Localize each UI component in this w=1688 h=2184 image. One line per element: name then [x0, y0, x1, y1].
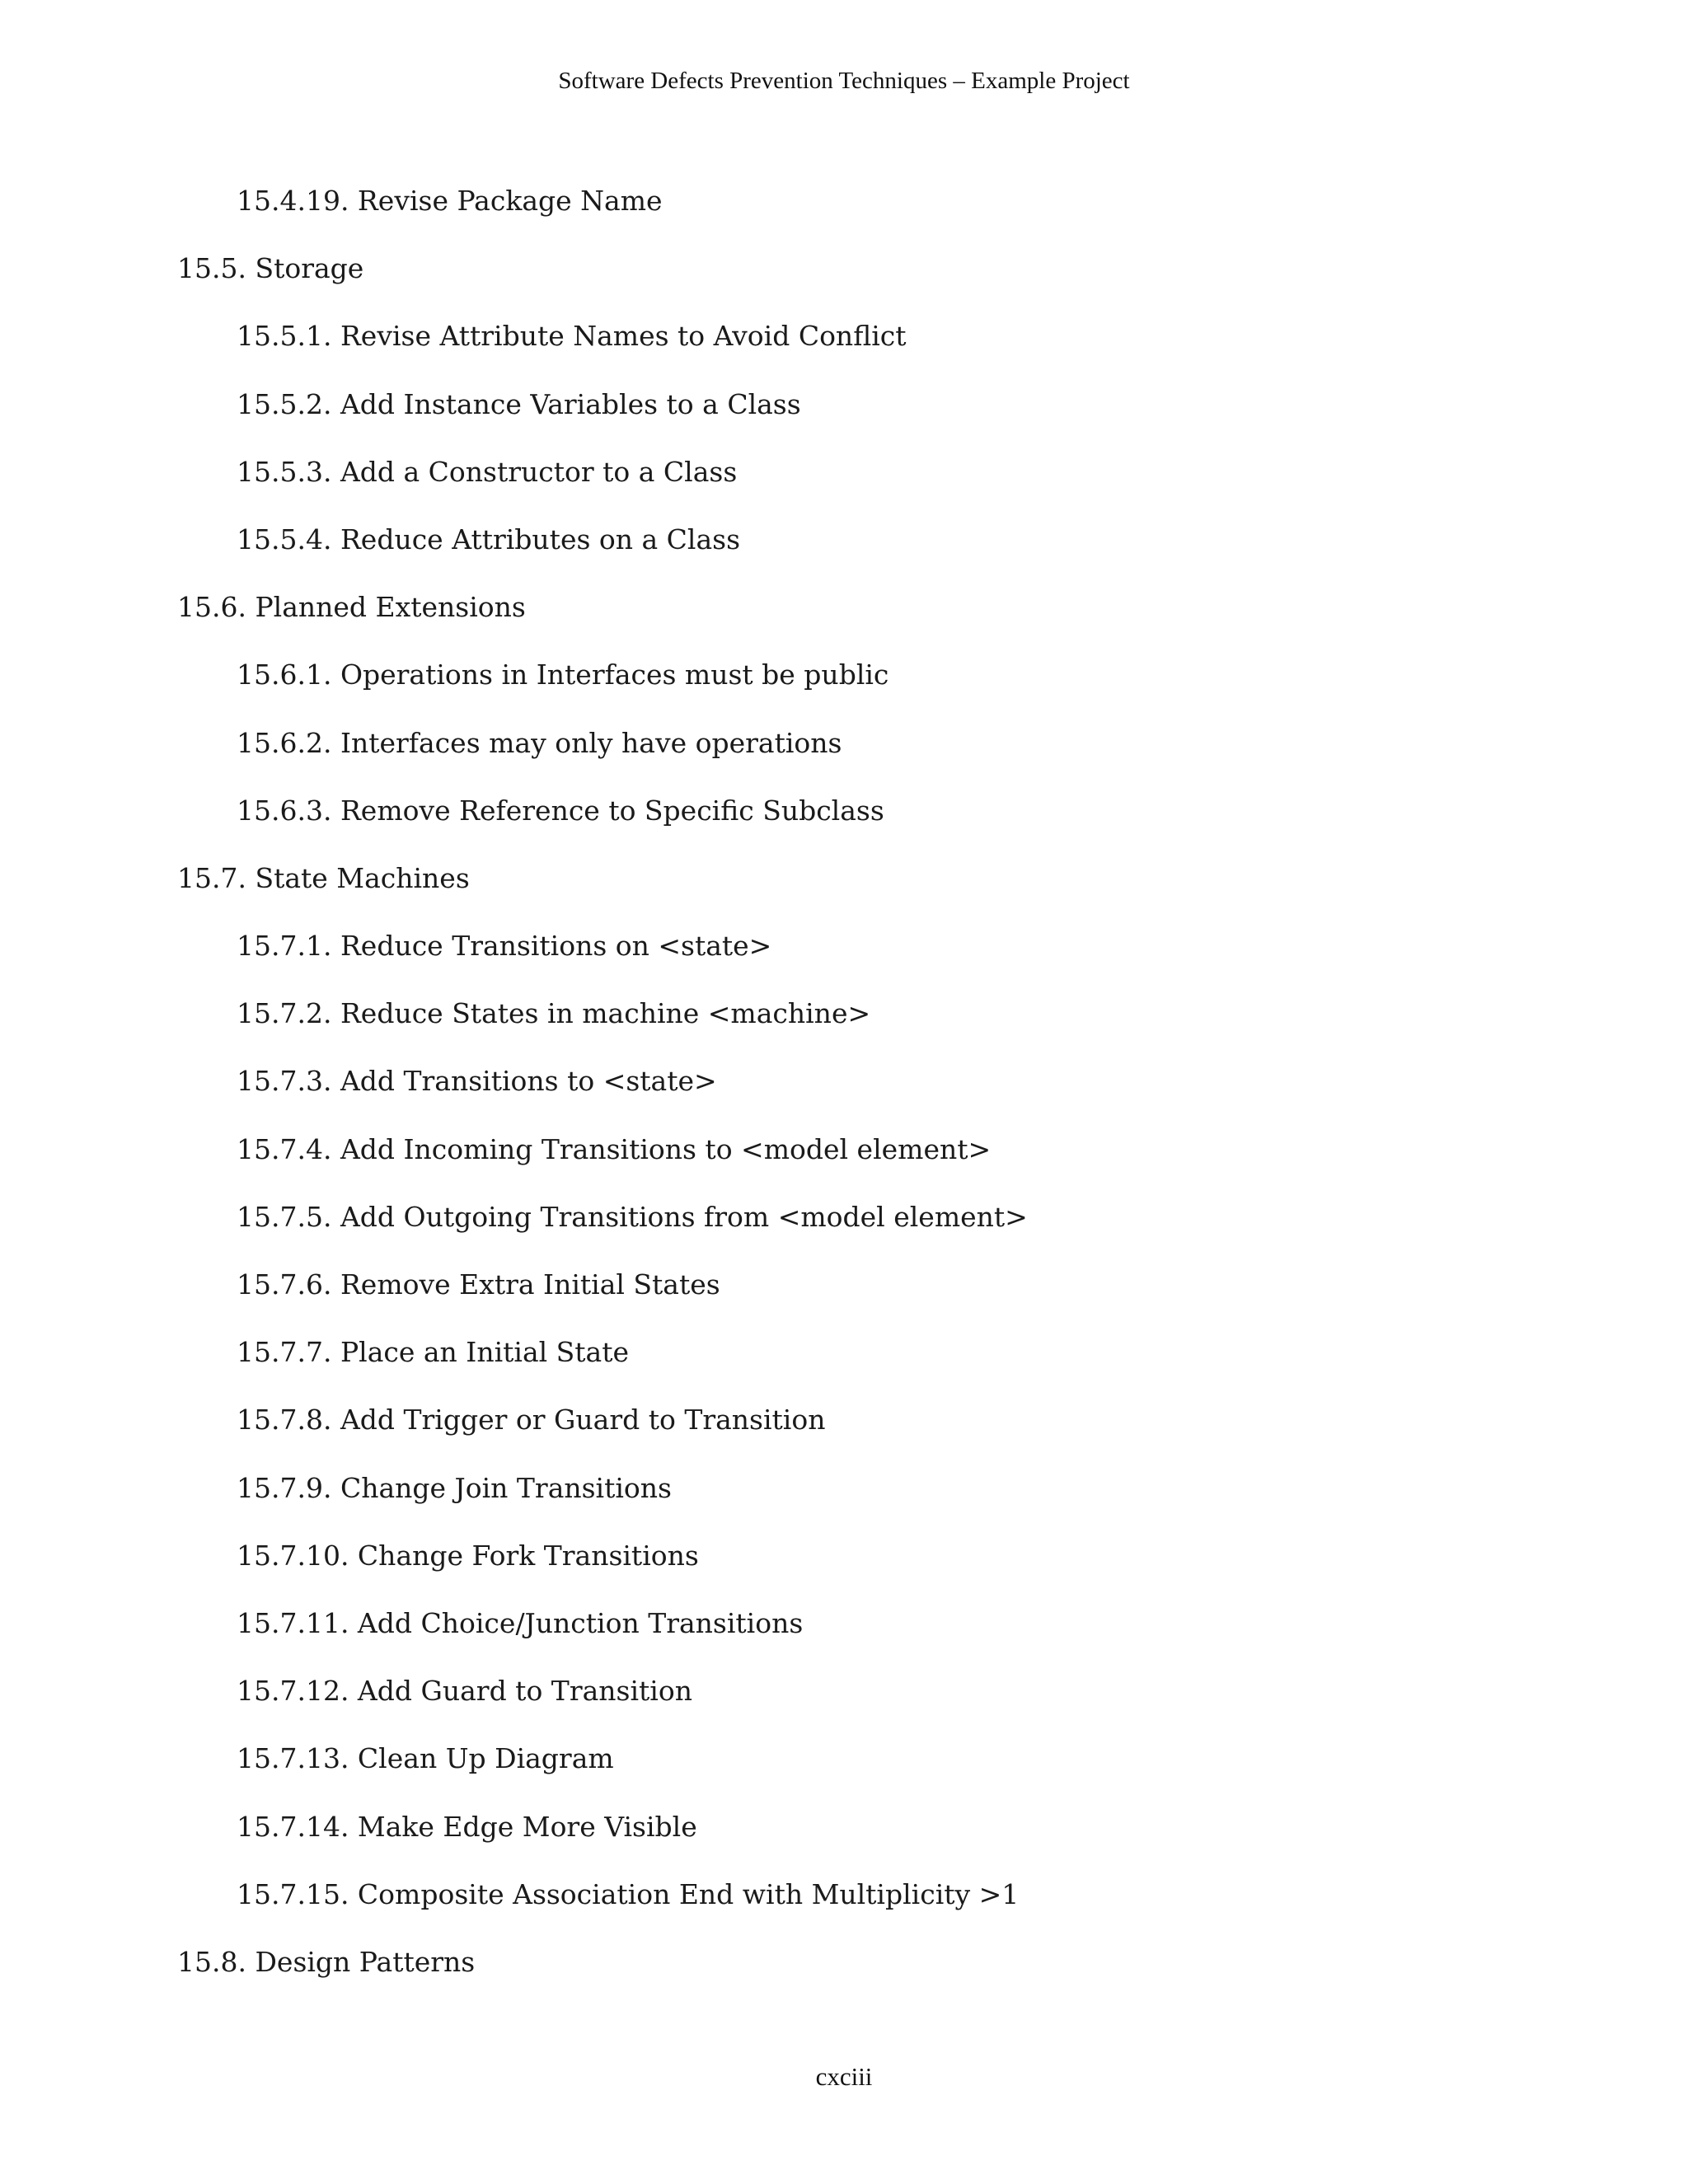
toc-section-heading: 15.8. Design Patterns — [177, 1945, 476, 1978]
toc-entry: 15.5.2. Add Instance Variables to a Class — [237, 387, 801, 420]
toc-entry: 15.7.8. Add Trigger or Guard to Transition — [237, 1404, 826, 1436]
toc-entry: 15.7.6. Remove Extra Initial States — [237, 1268, 720, 1301]
toc-entry: 15.7.11. Add Choice/Junction Transitions — [237, 1606, 804, 1639]
page-header: Software Defects Prevention Techniques – Example Project — [558, 68, 1130, 94]
toc-entry: 15.7.12. Add Guard to Transition — [237, 1675, 692, 1708]
toc-section-heading: 15.5. Storage — [177, 252, 364, 285]
toc-entry: 15.7.1. Reduce Transitions on <state> — [237, 930, 772, 963]
toc-entry: 15.7.7. Place an Initial State — [237, 1336, 630, 1369]
toc-entry: 15.7.5. Add Outgoing Transitions from <model element> — [237, 1200, 1028, 1233]
toc-entry: 15.7.2. Reduce States in machine <machine> — [237, 997, 871, 1030]
toc-entry: 15.4.19. Revise Package Name — [237, 185, 663, 217]
toc-entry: 15.7.3. Add Transitions to <state> — [237, 1065, 717, 1098]
toc-entry: 15.7.13. Clean Up Diagram — [237, 1742, 614, 1775]
toc-section-heading: 15.7. State Machines — [177, 861, 470, 894]
toc-entry: 15.5.1. Revise Attribute Names to Avoid Conflict — [237, 320, 907, 353]
toc-entry: 15.6.1. Operations in Interfaces must be public — [237, 658, 889, 691]
toc-entry: 15.7.9. Change Join Transitions — [237, 1471, 672, 1504]
toc-section-heading: 15.6. Planned Extensions — [177, 591, 526, 624]
table-of-contents — [0, 176, 1688, 2005]
toc-entry: 15.5.3. Add a Constructor to a Class — [237, 455, 738, 488]
toc-entry: 15.6.2. Interfaces may only have operations — [237, 726, 842, 759]
toc-entry: 15.7.4. Add Incoming Transitions to <model element> — [237, 1132, 992, 1165]
toc-entry: 15.5.4. Reduce Attributes on a Class — [237, 523, 741, 555]
page-number: cxciii — [815, 2062, 873, 2091]
toc-entry: 15.7.10. Change Fork Transitions — [237, 1539, 699, 1572]
toc-entry: 15.7.14. Make Edge More Visible — [237, 1810, 697, 1843]
toc-entry: 15.6.3. Remove Reference to Specific Subclass — [237, 794, 884, 827]
toc-entry: 15.7.15. Composite Association End with Multiplicity >1 — [237, 1877, 1020, 1910]
